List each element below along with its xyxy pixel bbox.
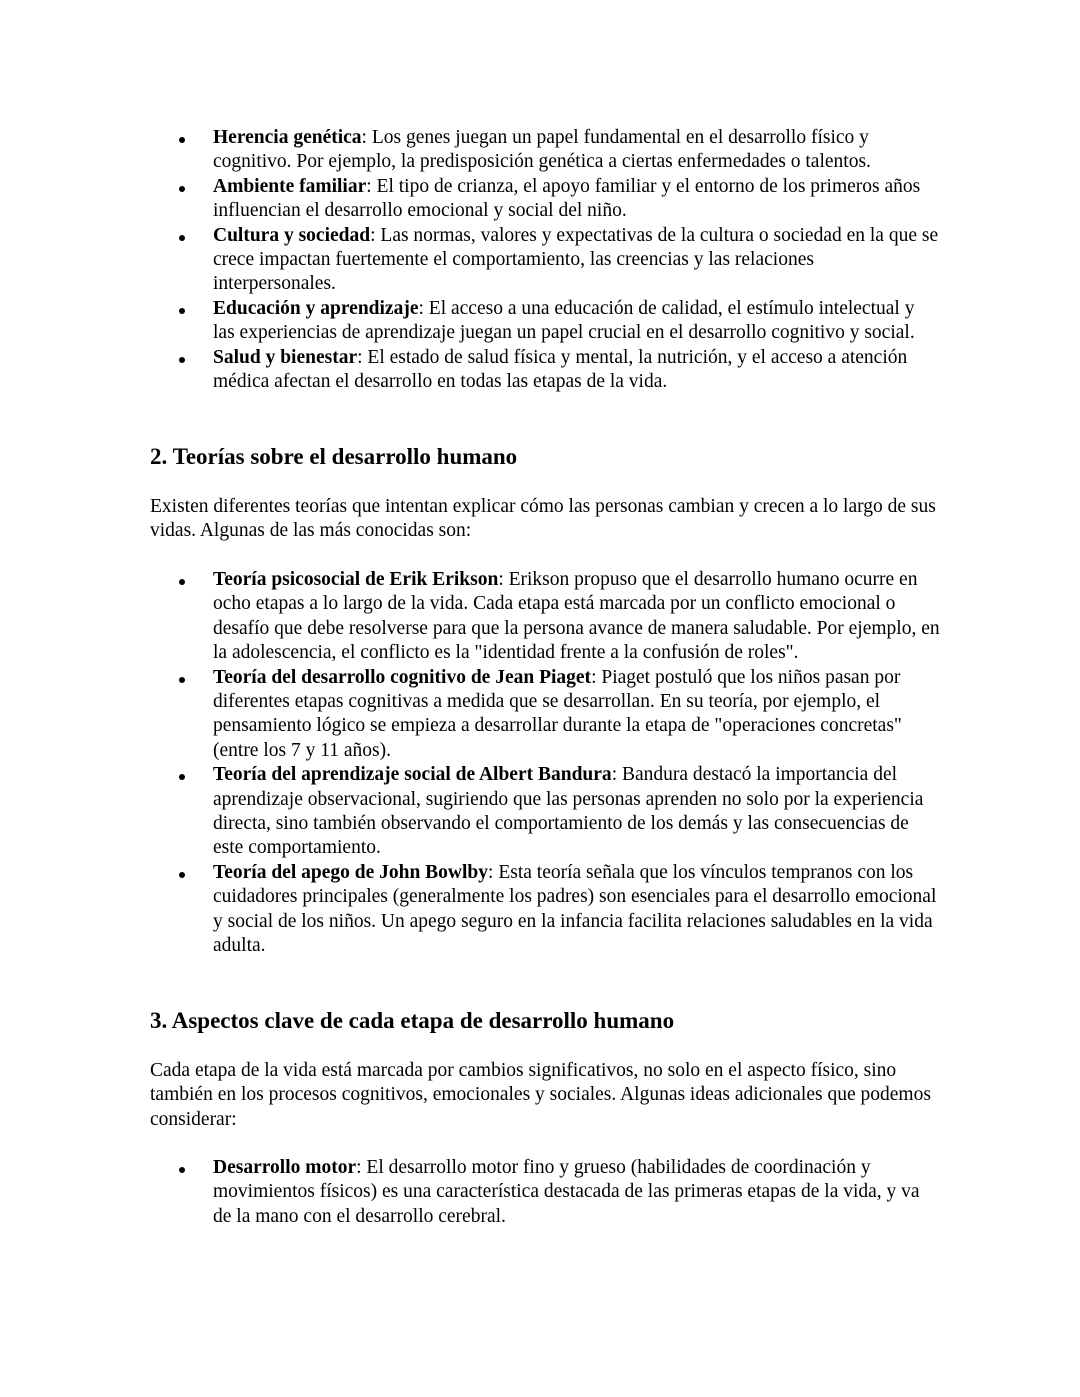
section-heading: 2. Teorías sobre el desarrollo humano [150, 444, 518, 469]
bullet-icon [179, 137, 185, 143]
list-item: Teoría del aprendizaje social de Albert Bandura: Bandura destacó la importancia del aprendizaje observacional, sugiriendo que las personas aprenden no solo por la experiencia directa, sino también observando el comportamiento de los demás y las consecuencias de este comportamiento. [150, 763, 940, 861]
list-item: Cultura y sociedad: Las normas, valores y expectativas de la cultura o sociedad en la que se crece impactan fuertemente el comportamiento, las creencias y las relaciones interpersonales. [150, 224, 940, 297]
section-heading: 3. Aspectos clave de cada etapa de desarrollo humano [150, 1008, 675, 1033]
aspects-list [150, 1156, 940, 1229]
list-item: Ambiente familiar: El tipo de crianza, el apoyo familiar y el entorno de los primeros años influencian el desarrollo emocional y social del niño. [150, 175, 940, 224]
bullet-icon [179, 357, 185, 363]
list-item: Teoría psicosocial de Erik Erikson: Erikson propuso que el desarrollo humano ocurre en ocho etapas a lo largo de la vida. Cada etapa está marcada por un conflicto emocional o desafío que debe resolverse para que la persona avance de manera saludable. Por ejemplo, en la adolescencia, el conflicto es la "identidad frente a la confusión de roles". [150, 568, 940, 666]
bullet-icon [179, 872, 185, 878]
bullet-icon [179, 774, 185, 780]
list-item: Teoría del apego de John Bowlby: Esta teoría señala que los vínculos tempranos con los cuidadores principales (generalmente los padres) son esenciales para el desarrollo emocional y social de los niños. Un apego seguro en la infancia facilita relaciones saludables en la vida adulta. [150, 861, 940, 959]
bullet-icon [179, 1167, 185, 1173]
list-item: Salud y bienestar: El estado de salud física y mental, la nutrición, y el acceso a atención médica afectan el desarrollo en todas las etapas de la vida. [150, 346, 940, 395]
bullet-icon [179, 677, 185, 683]
bullet-icon [179, 579, 185, 585]
theories-list [150, 568, 940, 959]
bullet-icon [179, 235, 185, 241]
list-item: Desarrollo motor: El desarrollo motor fino y grueso (habilidades de coordinación y movimientos físicos) es una característica destacada de las primeras etapas de la vida, y va de la mano con el desarrollo cerebral. [150, 1156, 940, 1229]
factors-list [150, 126, 940, 394]
list-item: Herencia genética: Los genes juegan un papel fundamental en el desarrollo físico y cognitivo. Por ejemplo, la predisposición genética a ciertas enfermedades o talentos. [150, 126, 940, 175]
section-intro: Existen diferentes teorías que intentan explicar cómo las personas cambian y crecen a lo largo de sus vidas. Algunas de las más conocidas son: [150, 496, 936, 542]
list-item: Teoría del desarrollo cognitivo de Jean Piaget: Piaget postuló que los niños pasan por diferentes etapas cognitivas a medida que se desarrollan. En su teoría, por ejemplo, el pensamiento lógico se empieza a desarrollar durante la etapa de "operaciones concretas" (entre los 7 y 11 años). [150, 666, 940, 764]
section-intro: Cada etapa de la vida está marcada por cambios significativos, no solo en el aspecto físico, sino también en los procesos cognitivos, emocionales y sociales. Algunas ideas adicionales que podemos considerar: [150, 1060, 931, 1130]
bullet-icon [179, 308, 185, 314]
list-item: Educación y aprendizaje: El acceso a una educación de calidad, el estímulo intelectual y las experiencias de aprendizaje juegan un papel crucial en el desarrollo cognitivo y social. [150, 297, 940, 346]
bullet-icon [179, 186, 185, 192]
